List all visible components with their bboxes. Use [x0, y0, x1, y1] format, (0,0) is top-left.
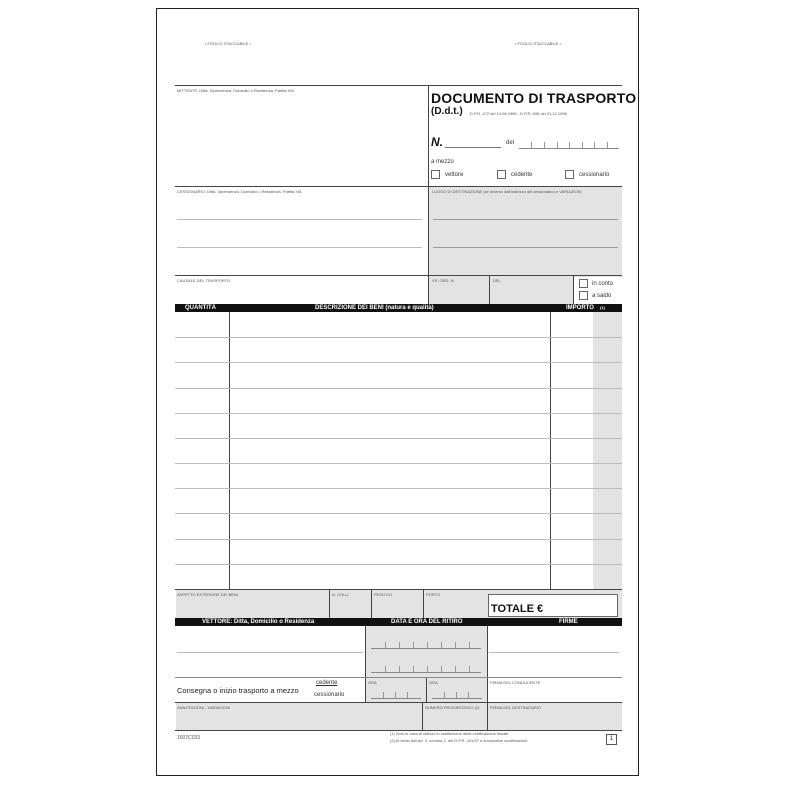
table-row-line: [175, 362, 622, 363]
luogo-label: LUOGO DI DESTINAZIONE (se diverso dall'indirizzo del cessionario) e VARIAZIONI: [432, 189, 582, 194]
table-row-line: [175, 413, 622, 414]
cedente-checkbox[interactable]: [497, 170, 506, 179]
colli-divider: [329, 589, 330, 618]
destinatario-divider: [487, 702, 488, 730]
table-row-line: [175, 513, 622, 514]
date-field[interactable]: [519, 135, 619, 149]
colli-label: N. COLLI: [332, 592, 349, 597]
vs-ord-label: VS. ORD. N.: [432, 278, 455, 283]
firma-destinatario-label: FIRMA DEL DESTINATARIO: [490, 705, 542, 710]
quantita-column-divider: [229, 312, 230, 589]
date-label: del: [506, 140, 515, 146]
annotazioni-shaded-area: [176, 703, 622, 730]
ora-divider: [426, 677, 427, 702]
data-ritiro-field-2[interactable]: [371, 661, 481, 673]
ora-label-2: ORA: [429, 680, 438, 685]
firma-line-1[interactable]: [489, 652, 619, 653]
a-saldo-checkbox[interactable]: [579, 291, 588, 300]
vettori-bar-label: VETTORE: Ditta, Domicilio o Residenza: [202, 619, 315, 625]
luogo-line-1[interactable]: [433, 219, 618, 220]
table-row-line: [175, 539, 622, 540]
importo-column-divider: [550, 312, 551, 589]
numero-divider: [422, 702, 423, 730]
note-1: (1) Solo in caso di utilizzo in sostituzione della certificazione fiscale.: [390, 731, 510, 736]
conto-divider: [573, 275, 574, 304]
numero-label: NUMERO PROGRESSIVO (2): [425, 705, 480, 710]
aspetto-label: ASPETTO ESTERIORE DEI BENI: [177, 592, 239, 597]
number-field[interactable]: [445, 147, 501, 148]
in-conto-option: in conto: [592, 281, 614, 287]
cessionario-option: cessionario: [579, 172, 610, 178]
firme-left-divider: [487, 626, 488, 702]
table-row-line: [175, 388, 622, 389]
porto-divider: [423, 589, 424, 618]
form-code: 1607C033: [177, 735, 201, 741]
annotazioni-label: ANNOTAZIONI - VARIAZIONI: [177, 705, 230, 710]
data-ora-left-divider: [365, 626, 366, 702]
consegna-cessionario[interactable]: cessionario: [314, 692, 345, 698]
porto-label: PORTO: [426, 592, 441, 597]
in-conto-checkbox[interactable]: [579, 279, 588, 288]
luogo-line-2[interactable]: [433, 247, 618, 248]
causale-label: CAUSALE DEL TRASPORTO: [177, 278, 231, 283]
vettore-checkbox[interactable]: [431, 170, 440, 179]
form-top-border: [175, 85, 622, 86]
table-row-line: [175, 438, 622, 439]
table-header-bar: [175, 304, 622, 312]
ordine-divider: [489, 275, 490, 304]
importo-shaded-column: [593, 312, 622, 589]
dpr-reference: D.P.R. 472 del 14.08.1996 - D.P.R. 696 del 21.12.1996: [470, 111, 567, 116]
ora-field-2[interactable]: [432, 687, 482, 699]
col-descrizione: DESCRIZIONE DEI BENI (natura e qualità): [315, 305, 434, 311]
peso-divider: [371, 589, 372, 618]
firme-bar-label: FIRME: [559, 619, 578, 625]
col-importo: IMPORTO: [566, 305, 594, 311]
totale-label: TOTALE €: [491, 603, 544, 615]
page-number: 1: [606, 734, 617, 745]
header-divider: [428, 85, 429, 189]
cessionario-line-2[interactable]: [177, 247, 422, 248]
document-page: [156, 8, 639, 776]
note-2: (2) Ai sensi dell'art. 3, comma 2, del D.P.R. 441/97 e successive modificazioni.: [390, 738, 529, 743]
consegna-cedente[interactable]: cedente: [316, 680, 338, 686]
data-ritiro-field-1[interactable]: [371, 637, 481, 649]
vettore-line-1[interactable]: [177, 652, 363, 653]
table-row-line: [175, 463, 622, 464]
luogo-shaded-area: [429, 187, 622, 277]
table-row-line: [175, 337, 622, 338]
firma-conducente-label: FIRMA DEL CONDUCENTE: [490, 680, 541, 685]
vettore-option: vettore: [445, 172, 464, 178]
consegna-label: Consegna o inizio trasporto a mezzo: [177, 686, 299, 695]
cedente-option: cedente: [511, 172, 533, 178]
cessionario-line-1[interactable]: [177, 219, 422, 220]
vettore-line-2: [175, 677, 622, 678]
table-row-line: [175, 488, 622, 489]
perforation-label-right: • FOGLIO STACCABILE •: [515, 41, 561, 46]
ora-field-1[interactable]: [371, 687, 421, 699]
importo-note: (1): [600, 305, 605, 310]
cessionario-checkbox[interactable]: [565, 170, 574, 179]
number-label: N.: [431, 135, 443, 149]
cessionario-label: CESSIONARIO: Ditta, Dipendenza, Domicilio o Residenza, Partita IVA: [177, 189, 302, 194]
ora-label-1: ORA: [368, 680, 377, 685]
perforation-label-left: • FOGLIO STACCABILE •: [205, 41, 251, 46]
vettori-header-bar: [175, 618, 622, 626]
document-title: DOCUMENTO DI TRASPORTO: [431, 90, 637, 106]
data-ora-bar-label: DATA E ORA DEL RITIRO: [391, 619, 463, 625]
mezzo-label: a mezzo: [431, 159, 454, 165]
peso-label: PESO KG: [374, 592, 393, 597]
a-saldo-option: a saldo: [592, 293, 612, 299]
table-row-line: [175, 564, 622, 565]
mittente-label: MITTENTE: Ditta, Dipendenza, Domicilio o Residenza, Partita IVA: [177, 88, 294, 93]
col-quantita: QUANTITÀ: [185, 305, 216, 311]
del-small-label: DEL: [493, 278, 501, 283]
document-subtitle: (D.d.t.): [431, 106, 463, 117]
